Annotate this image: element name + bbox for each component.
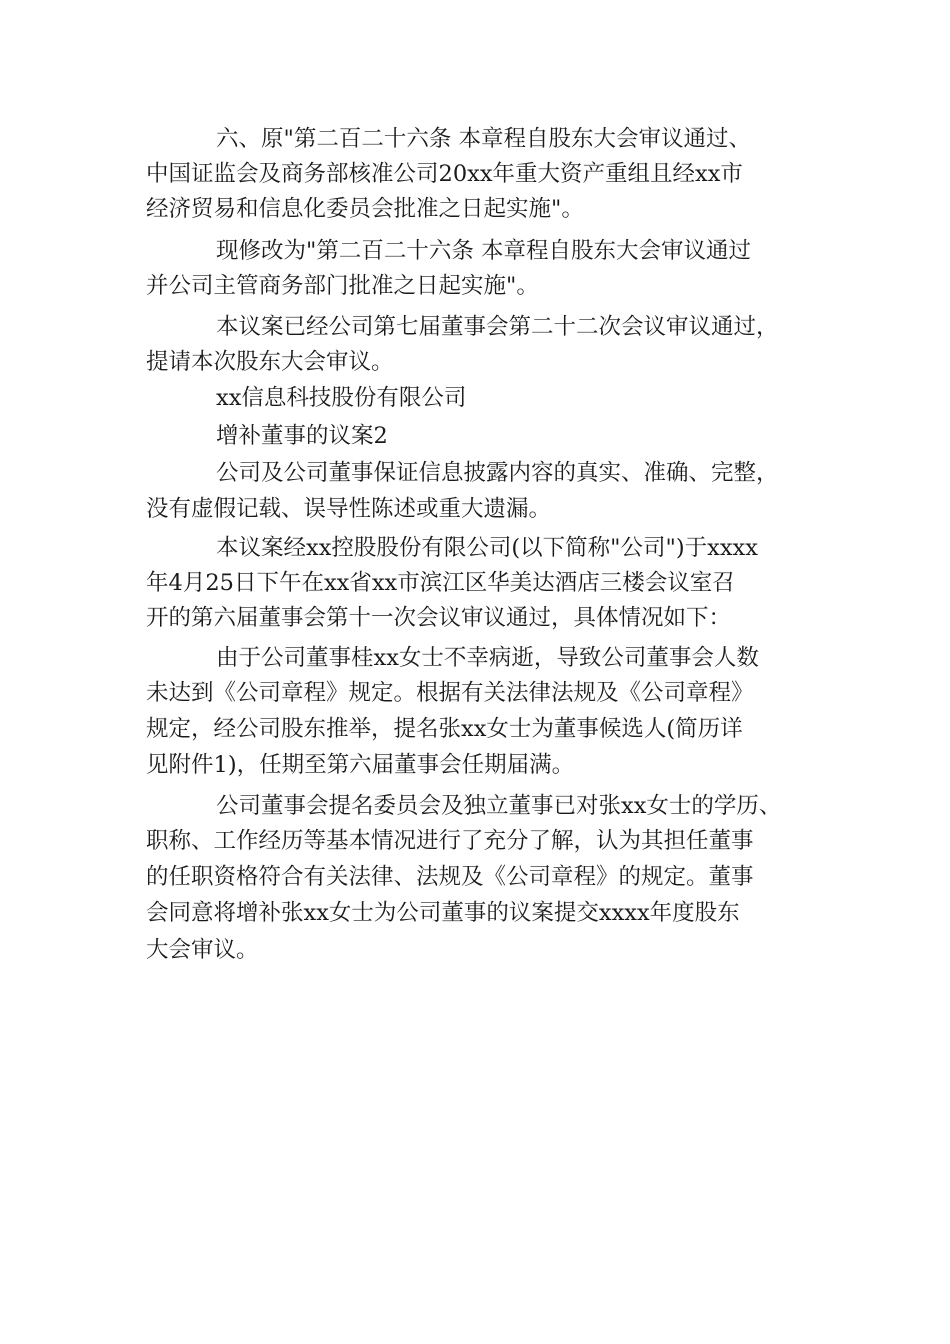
text-line: 未达到《公司章程》规定。根据有关法律法规及《公司章程》 bbox=[146, 680, 754, 706]
text-line: 没有虚假记载、误导性陈述或重大遗漏。 bbox=[146, 496, 552, 522]
section-title: 增补董事的议案2 bbox=[216, 423, 388, 449]
text-line: 本议案经xx控股股份有限公司(以下简称"公司")于xxxx bbox=[216, 535, 758, 561]
text-line: 提请本次股东大会审议。 bbox=[146, 349, 394, 375]
text-line: 六、原"第二百二十六条 本章程自股东大会审议通过、 bbox=[216, 126, 752, 152]
text-line: 年4月25日下午在xx省xx市滨江区华美达酒店三楼会议室召 bbox=[146, 570, 735, 596]
text-line: 公司董事会提名委员会及独立董事已对张xx女士的学历、 bbox=[216, 793, 782, 819]
text-line: 公司及公司董事保证信息披露内容的真实、准确、完整， bbox=[216, 460, 779, 486]
text-line: 大会审议。 bbox=[146, 937, 259, 963]
text-line: 由于公司董事桂xx女士不幸病逝，导致公司董事会人数 bbox=[216, 645, 759, 671]
text-line: 开的第六届董事会第十一次会议审议通过，具体情况如下： bbox=[146, 605, 732, 631]
text-line: 职称、工作经历等基本情况进行了充分了解，认为其担任董事 bbox=[146, 828, 754, 854]
text-line: 中国证监会及商务部核准公司20xx年重大资产重组且经xx市 bbox=[146, 161, 743, 187]
text-line: 见附件1)，任期至第六届董事会任期届满。 bbox=[146, 752, 575, 778]
text-line: 现修改为"第二百二十六条 本章程自股东大会审议通过 bbox=[216, 238, 752, 264]
text-line: 的任职资格符合有关法律、法规及《公司章程》的规定。董事 bbox=[146, 864, 754, 890]
text-line: 并公司主管商务部门批准之日起实施"。 bbox=[146, 273, 539, 299]
text-line: 会同意将增补张xx女士为公司董事的议案提交xxxx年度股东 bbox=[146, 900, 740, 926]
text-line: 本议案已经公司第七届董事会第二十二次会议审议通过， bbox=[216, 314, 779, 340]
company-name: xx信息科技股份有限公司 bbox=[216, 385, 467, 411]
text-line: 规定，经公司股东推举，提名张xx女士为董事候选人(简历详 bbox=[146, 716, 743, 742]
text-line: 经济贸易和信息化委员会批准之日起实施"。 bbox=[146, 196, 584, 222]
